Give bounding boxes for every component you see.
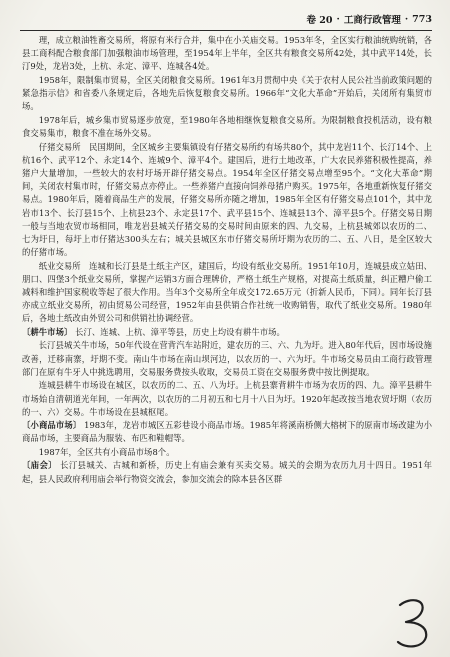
paragraph (22, 446, 432, 459)
section-tag: 〔小商品市场〕 (22, 420, 82, 431)
paragraph-text: 连城县耕牛市场设在城区，以农历的二、五、八为圩。上杭县寨背耕牛市场为农历的四、九。漳平县耕牛市场始自清朝道光年间，一年两次，以农历的二月初五和七月十八日为圩。1920年起改按当地农贸圩期（农历的一、六）交易。牛市场设在县城枢尾。 (22, 380, 432, 417)
paragraph-text: 长汀、连城、上杭、漳平等县，历史上均设有耕牛市场。 (75, 326, 285, 337)
paragraph (22, 326, 432, 339)
header-separator: · (404, 13, 409, 25)
paragraph-text: 1958年，限制集市贸易，全区关闭粮食交易所。1961年3月贯彻中央《关于农村人民公社当前政策问题的紧急指示信》和省委八条规定后，各地先后恢复粮食交易所。1966年“文化大革命”开始后，关闭所有集贸市场。 (22, 74, 432, 112)
paragraph (22, 74, 432, 114)
paragraph (22, 141, 432, 260)
paragraph-text: 1978年后，城乡集市贸易逐步放宽，至1980年各地相继恢复粮食交易所。为限制粮食投机活动，设有粮食交易集市，粮食不准在场外交易。 (22, 114, 432, 139)
paragraph (22, 34, 432, 74)
header-page-number: 773 (412, 13, 432, 25)
header-rule (20, 30, 432, 31)
paragraph (22, 419, 432, 445)
paragraph-text: 仔猪交易所 民国期间，全区城乡主要集镇设有仔猪交易所约有场共80个，其中龙岩11个、长汀14个、上杭16个、武平12个、永定14个、连城9个、漳平4个。建国后，进行土地改革，广大农民养猪积极性提高，养猪户大量增加，一些较大的农村圩场开辟仔猪交易点。1954年全区仔猪交易点增至95个。“文化大革命”期间，关闭农村集市时，仔猪交易点亦停止。一些养猪户直接向饲养母猪户购买。1975年，各地重新恢复仔猪交易点。1980年后，随着商品生产的发展，仔猪交易所亦随之增加，1985年全区有仔猪交易点101个，其中龙岩市13个、长汀县15个、上杭县23个、永定县17个、武平县15个、连城县13个、漳平县5个。仔猪交易日期一般与当地农贸市场相同，唯龙岩县城关仔猪交易的交易时间由原来的四、九交易，上杭县城郊以农历的二、七为圩日，每圩上市仔猪达300头左右；城关县城区东市仔猪交易所圩期为农历的二、五、八日，是全区较大的仔猪市场。 (22, 141, 432, 258)
paragraph (22, 459, 432, 485)
paragraph-text: 1987年，全区共有小商品市场8个。 (38, 446, 175, 457)
paragraph-text: 长汀县城关牛市场，50年代设在营背汽车站附近，建农历的三、六、九为圩。进入80年代后，因市场设施改善，迁移南寨，圩期不变。南山牛市场在南山坝河边，以农历的一、六为圩。牛市场交易员由工商行政管理部门在原有牛牙人中挑选聘用，交易服务费按头收取，交易员工资在交易服务费中按比例提取。 (22, 340, 432, 377)
body-text (22, 34, 432, 486)
handwritten-page-mark (392, 595, 436, 651)
header-chapter: 卷 20 (306, 15, 333, 26)
paragraph (22, 339, 432, 379)
running-header (20, 10, 432, 28)
paragraph (22, 260, 432, 326)
paragraph-text: 纸业交易所 连城和长汀县是土纸主产区，建国后，均设有纸业交易所。1951年10月，连城县成立姑田、朋口、四堡3个纸业交易所，掌握产运销3方面合理牌价，严格土纸生产规格，对提高土纸质量，纠正糟户偷工减料和维护国家税收等起了很大作用。当年3个交易所全年成交172.65万元（折新人民币，下同）。同年长汀县亦成立纸业交易所，初由贸易公司经营，1952年由县供销合作社统一收购销售，取代了纸业交易所。1980年后，各地土纸改由外贸公司和供销社协调经营。 (22, 260, 432, 324)
paragraph-text: 长汀县城关、古城和新桥，历史上有庙会兼有买卖交易。城关的会期为农历九月十四日。1951年起，县人民政府利用庙会举行物资交流会，参加交流会的除本县各区群 (22, 460, 433, 484)
header-section: 工商行政管理 (343, 15, 401, 26)
paragraph (22, 379, 432, 419)
header-separator: · (336, 13, 340, 25)
paragraph-text: 理，成立粮油牲畜交易所，将原有米行合并，集中在小关庙交易。1953年冬，全区实行粮油统购统销，各县工商科配合粮食部门加强粮油市场管理，至1954年上半年，全区共有粮食交易所42处，其中武平14处，长汀9处，龙岩3处，上杭、永定、漳平、连城各4处。 (22, 35, 432, 72)
section-tag: 〔耕牛市场〕 (22, 326, 73, 337)
paragraph (22, 114, 432, 140)
paragraph-text: 1983年，龙岩市城区五彩巷设小商品市场。1985年将溪南桥侧大榕树下的原南市场改建为小商品市场，主要商品为服装、布匹和鞋帽等。 (22, 420, 432, 444)
section-tag: 〔庙会〕 (22, 460, 58, 471)
